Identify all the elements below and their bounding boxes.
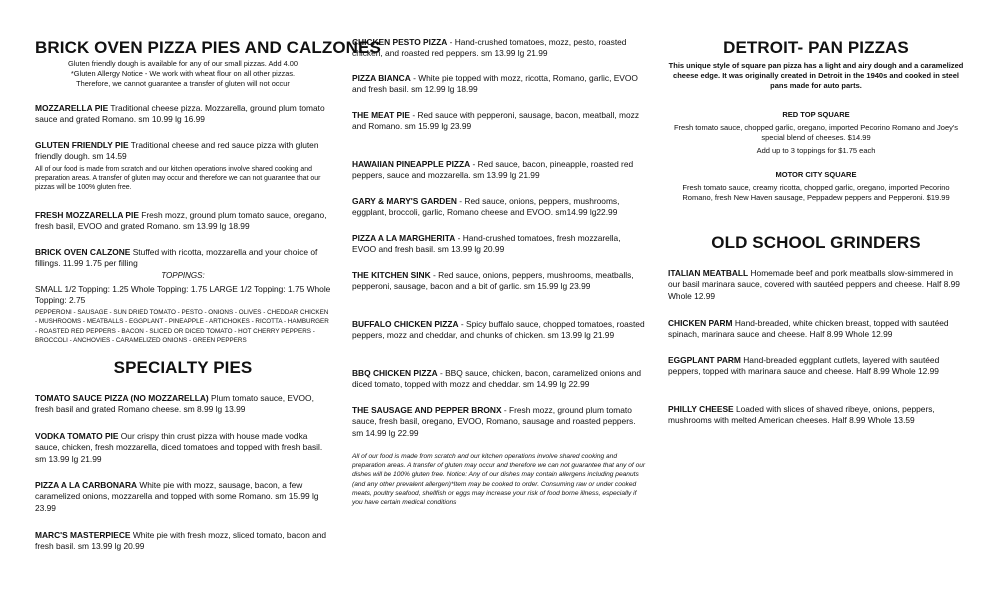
- menu-item: [352, 110, 647, 133]
- item-name: ITALIAN MEATBALL: [668, 268, 749, 278]
- brick-oven-notes: [35, 59, 331, 89]
- item-desc: White pie with fresh mozz, sliced tomato, bacon and fresh basil. sm 13.99 lg 20.99: [35, 530, 327, 552]
- item-desc: - Hand-crushed tomatoes, fresh mozzarella, EVOO and fresh basil. sm 13.99 lg 20.99: [352, 233, 621, 255]
- item-name: THE MEAT PIE: [352, 110, 411, 120]
- red-top-title: RED TOP SQUARE: [782, 110, 850, 119]
- menu-item: [35, 480, 331, 514]
- item-desc: - Red sauce, onions, peppers, mushrooms, meatballs, pepperoni, sausage, bacon and a bit of garlic. sm 15.99 lg 23.99: [352, 270, 634, 292]
- item-desc: Stuffed with ricotta, mozzarella and your choice of fillings. 11.99 1.75 per filling: [35, 247, 318, 269]
- item-name: TOMATO SAUCE PIZZA (NO MOZZARELLA): [35, 393, 209, 403]
- item-name: PIZZA A LA CARBONARA: [35, 480, 138, 490]
- item-desc: Plum tomato sauce, EVOO, fresh basil and grated Romano cheese. sm 8.99 lg 13.99: [35, 393, 314, 415]
- motor-city-desc: Fresh tomato sauce, creamy ricotta, chopped garlic, oregano, imported Pecorino Romano, fresh New Haven sausage, Peppadew peppers and Pepperoni. $19.99: [682, 183, 950, 202]
- menu-item: [668, 268, 964, 302]
- item-name: PHILLY CHEESE: [668, 404, 734, 414]
- menu-item: [352, 73, 647, 96]
- item-name: EGGPLANT PARM: [668, 355, 741, 365]
- menu-item: [35, 103, 331, 126]
- red-top-extra: Add up to 3 toppings for $1.75 each: [756, 146, 876, 155]
- menu-item: [352, 368, 647, 391]
- note-line: Therefore, we cannot guarantee a transfer of gluten will not occur: [76, 79, 290, 88]
- menu-item: [668, 318, 964, 341]
- menu-item: [35, 393, 331, 416]
- item-name: PIZZA BIANCA: [352, 73, 411, 83]
- item-desc: Fresh mozz, ground plum tomato sauce, oregano, fresh basil, EVOO and grated Romano. sm 13.99 lg 18.99: [35, 210, 327, 232]
- item-name: BRICK OVEN CALZONE: [35, 247, 131, 257]
- item-desc: - White pie topped with mozz, ricotta, Romano, garlic, EVOO and fresh basil. sm 12.99 lg 18.99: [352, 73, 638, 95]
- item-name: THE SAUSAGE AND PEPPER BRONX: [352, 405, 502, 415]
- item-desc: Traditional cheese and red sauce pizza with gluten friendly dough. sm 14.59: [35, 140, 319, 162]
- menu-item: [352, 405, 647, 439]
- item-desc: Traditional cheese pizza. Mozzarella, ground plum tomato sauce and grated Romano. sm 10.99 lg 16.99: [35, 103, 325, 125]
- detroit-intro: This unique style of square pan pizza has a light and airy dough and a caramelized cheese edge. It was originally created in Detroit in the 1940s and cooked in steel pans made for auto parts.: [668, 61, 964, 90]
- item-desc: - Red sauce with pepperoni, sausage, bacon, meatball, mozz and Romano. sm 15.99 lg 23.99: [352, 110, 640, 132]
- item-desc: - Red sauce, onions, peppers, mushrooms, eggplant, broccoli, garlic, Romano cheese and EVOO. sm14.99 lg22.99: [352, 196, 620, 218]
- menu-item: [35, 140, 331, 163]
- item-desc: - Red sauce, bacon, pineapple, roasted red peppers, sauce and mozzarella. sm 13.99 lg 21.99: [352, 159, 634, 181]
- item-name: BUFFALO CHICKEN PIZZA: [352, 319, 459, 329]
- item-desc: White pie with mozz, sausage, bacon, a few caramelized onions, mozzarella and topped with some Romano. sm 15.99 lg 23.99: [35, 480, 319, 513]
- red-top-desc: Fresh tomato sauce, chopped garlic, oregano, imported Pecorino Romano and Joey's special blend of cheeses. $14.99: [673, 123, 959, 142]
- toppings-list: PEPPERONI - SAUSAGE - SUN DRIED TOMATO - PESTO - ONIONS - OLIVES - CHEDDAR CHICKEN - MUSHROOMS - MEATBALLS - EGGPLANT - PINEAPPLE - ARTICHOKES - RICOTTA - HAMBURGER - ROASTED RED PEPPERS - BACON - SLICED OR DICED TOMATO - HOT CHERRY PEPPERS - BROCCOLI - ANCHOVIES - CARAMELIZED ONIONS - GREEN PEPPERS: [35, 309, 329, 344]
- menu-item: [352, 159, 647, 182]
- item-name: VODKA TOMATO PIE: [35, 431, 119, 441]
- toppings-prices: SMALL 1/2 Topping: 1.25 Whole Topping: 1.75 LARGE 1/2 Topping: 1.75 Whole Topping: 2.75: [35, 284, 331, 306]
- menu-item: [352, 270, 647, 293]
- item-name: CHICKEN PARM: [668, 318, 733, 328]
- menu-item: [35, 530, 331, 553]
- item-desc: Homemade beef and pork meatballs slow-simmered in our basil marinara sauce, covered with sautéed peppers and cheese. Half 8.99 Whole 12.99: [668, 268, 960, 301]
- menu-item: [668, 355, 964, 378]
- item-name: FRESH MOZZARELLA PIE: [35, 210, 139, 220]
- item-desc: - Fresh mozz, ground plum tomato sauce, fresh basil, oregano, EVOO, Romano, sausage and roasted peppers. sm 14.99 lg 22.99: [352, 405, 636, 438]
- menu-item: [35, 431, 331, 465]
- item-name: THE KITCHEN SINK: [352, 270, 431, 280]
- item-name: CHICKEN PESTO PIZZA: [352, 37, 448, 47]
- item-name: BBQ CHICKEN PIZZA: [352, 368, 438, 378]
- item-desc: Our crispy thin crust pizza with house made vodka sauce, chicken, fresh mozzarella, diced tomatoes and topped with fresh basil. sm 13.99 lg 21.99: [35, 431, 323, 464]
- menu-item: [668, 404, 964, 427]
- item-name: GLUTEN FRIENDLY PIE: [35, 140, 129, 150]
- specialty-title: SPECIALTY PIES: [113, 358, 253, 377]
- gluten-notice: All of our food is made from scratch and our kitchen operations involve shared cooking and preparation areas. A transfer of gluten may occur and therefore we can not guarantee that our pizzas will be 100% gluten free.: [35, 166, 321, 192]
- item-desc: - BBQ sauce, chicken, bacon, caramelized onions and diced tomato, topped with mozz and cheddar. sm 14.99 lg 22.99: [352, 368, 642, 390]
- detroit-title: DETROIT- PAN PIZZAS: [723, 38, 909, 57]
- item-name: GARY & MARY'S GARDEN: [352, 196, 457, 206]
- item-desc: Hand-breaded, white chicken breast, topped with sautéed spinach, marinara sauce and cheese. Half 8.99 Whole 12.99: [668, 318, 949, 340]
- menu-item: [352, 233, 647, 256]
- item-name: MOZZARELLA PIE: [35, 103, 109, 113]
- item-name: HAWAIIAN PINEAPPLE PIZZA: [352, 159, 471, 169]
- item-desc: - Hand-crushed tomatoes, mozz, pesto, roasted chicken, and roasted red peppers. sm 13.99 lg 21.99: [352, 37, 627, 59]
- brick-oven-title: BRICK OVEN PIZZA PIES AND CALZONES: [35, 38, 381, 57]
- menu-item: [35, 210, 331, 233]
- grinders-title: OLD SCHOOL GRINDERS: [711, 233, 921, 252]
- item-desc: - Spicy buffalo sauce, chopped tomatoes, roasted peppers, mozz and cheddar, and chunks of chicken. sm 13.99 lg 21.99: [352, 319, 645, 341]
- item-name: PIZZA A LA MARGHERITA: [352, 233, 456, 243]
- note-line: Gluten friendly dough is available for any of our small pizzas. Add 4.00: [67, 59, 299, 68]
- menu-item: [352, 319, 647, 342]
- allergen-footnote: All of our food is made from scratch and our kitchen operations involve shared cooking and preparation areas. A transfer of gluten may occur and therefore we can not guarantee that any of our dishes will be 100% gluten free. Notice: Any of our dishes may contain allergens including peanuts (and any other prevalent allergen)*Item may be cooked to order. Consuming raw or under cooked meats, poultry seafood, shellfish or eggs may increase your risk of food borne illness, especially if you have certain medical conditions: [352, 453, 646, 507]
- note-line: *Gluten Allergy Notice - We work with wheat flour on all other pizzas.: [70, 69, 296, 78]
- menu-item: [352, 196, 647, 219]
- toppings-label: TOPPINGS:: [161, 271, 205, 280]
- menu-item: [35, 247, 331, 270]
- motor-city-title: MOTOR CITY SQUARE: [775, 170, 857, 179]
- item-name: MARC'S MASTERPIECE: [35, 530, 131, 540]
- menu-item: [352, 37, 647, 60]
- item-desc: Hand-breaded eggplant cutlets, layered with sautéed peppers, topped with marinara sauce and cheese. Half 8.99 Whole 12.99: [668, 355, 940, 377]
- item-desc: Loaded with slices of shaved ribeye, onions, peppers, mushrooms with melted American cheeses. Half 8.99 Whole 13.59: [668, 404, 935, 426]
